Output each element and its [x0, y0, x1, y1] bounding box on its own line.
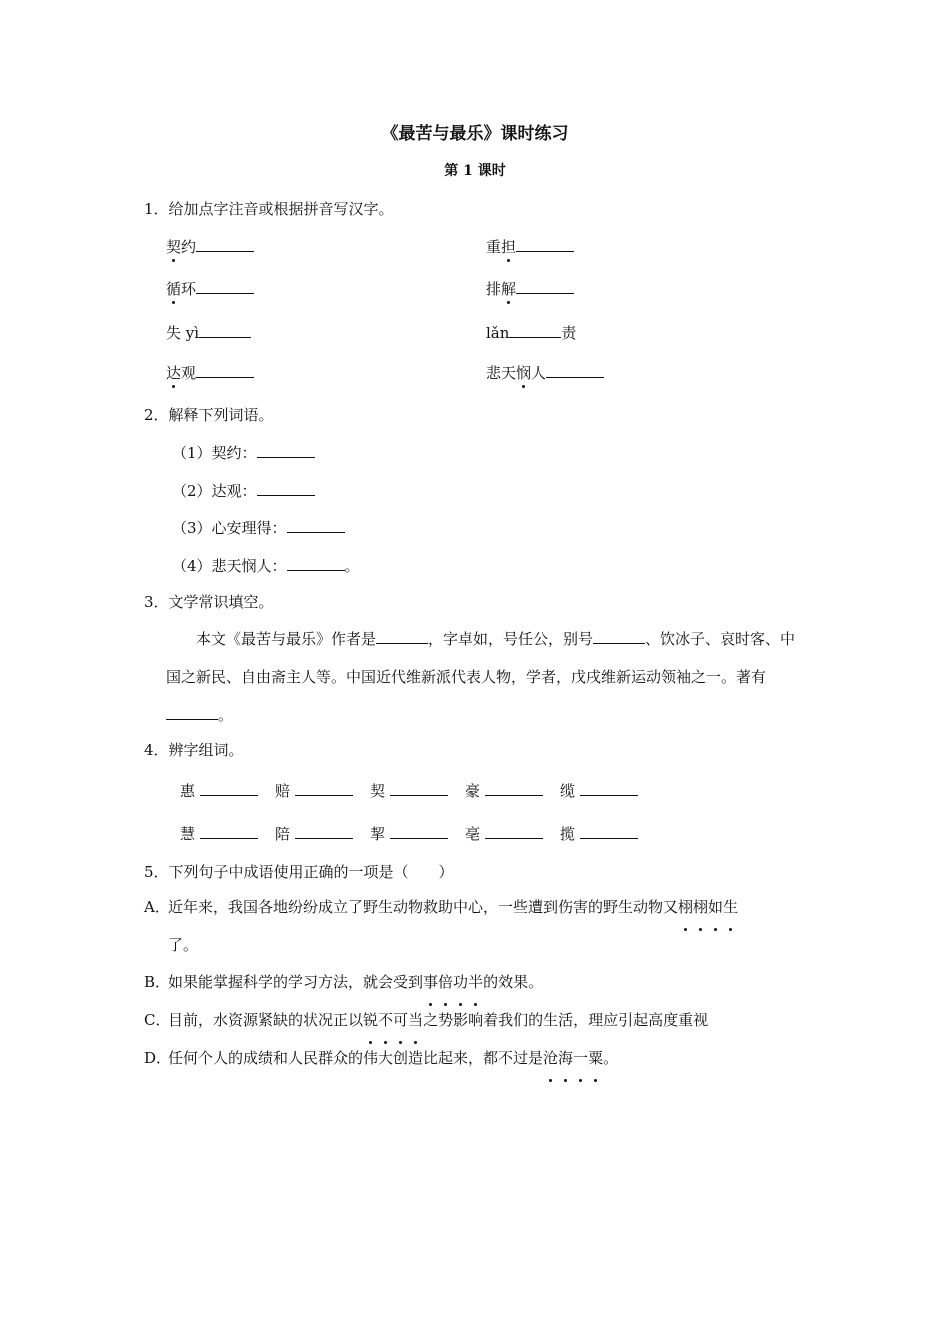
- q4-row-2: [180, 823, 655, 844]
- q5-option-c[interactable]: [144, 1001, 808, 1039]
- answer-blank[interactable]: [287, 555, 345, 571]
- dotted-char: 担: [501, 238, 517, 256]
- dotted-char: 事: [423, 963, 438, 1001]
- answer-blank[interactable]: [196, 236, 254, 252]
- answer-blank[interactable]: [390, 780, 448, 796]
- q4-cell: [560, 823, 655, 844]
- q2-item-3: [172, 517, 345, 538]
- plain-char: 约: [181, 238, 197, 256]
- q4-prompt: 4．辨字组词。: [144, 741, 244, 759]
- dotted-char: 如: [708, 888, 723, 926]
- dotted-char: 生: [723, 888, 738, 926]
- dotted-char: 可: [393, 1001, 408, 1039]
- q4-cell: [275, 780, 370, 801]
- q4-char: 赔: [275, 782, 291, 800]
- answer-blank[interactable]: [287, 517, 345, 533]
- answer-blank[interactable]: [295, 823, 353, 839]
- answer-blank[interactable]: [166, 704, 218, 720]
- dotted-char: 海: [558, 1039, 573, 1077]
- option-text: 目前，水资源紧缺的状况正以: [168, 1011, 364, 1029]
- q5-prompt: 5．下列句子中成语使用正确的一项是（ ）: [144, 863, 454, 881]
- dotted-char: 栩: [693, 888, 708, 926]
- pinyin-text: 失 yì: [166, 324, 200, 342]
- dotted-char: 沧: [543, 1039, 558, 1077]
- dotted-char: 循: [166, 280, 182, 298]
- q1-item-shiyi: [166, 322, 251, 343]
- option-label: D．: [144, 1049, 172, 1067]
- answer-blank[interactable]: [485, 823, 543, 839]
- option-label: A．: [144, 898, 170, 916]
- dotted-char: 不: [378, 1001, 393, 1039]
- q4-char: 陪: [275, 825, 291, 843]
- q4-char: 缆: [560, 782, 576, 800]
- q2-label: （1）契约：: [172, 444, 257, 462]
- page-subtitle: 第 1 课时: [444, 163, 506, 179]
- q3-text: 、饮冰子、哀时客、中国之新民、自由斋主人等。中国近代维新派代表人物，学者，戊戌维新运动领袖之一。著有: [166, 630, 796, 686]
- q2-prompt: 2．解释下列词语。: [144, 406, 274, 424]
- answer-blank[interactable]: [199, 322, 251, 338]
- dotted-char: 粟: [588, 1039, 603, 1077]
- dotted-char: 当: [408, 1001, 423, 1039]
- q5-option-d[interactable]: [144, 1039, 808, 1077]
- answer-blank[interactable]: [257, 442, 315, 458]
- q3-text: 本文《最苦与最乐》作者是: [196, 630, 377, 648]
- plain-char: 责: [561, 324, 577, 342]
- plain-char: 重: [486, 238, 502, 256]
- plain-char: 悲天: [486, 364, 517, 382]
- q2-item-4: [172, 555, 360, 576]
- q4-cell: [560, 780, 655, 801]
- option-text: 如果能掌握科学的学习方法，就会受到: [168, 973, 424, 991]
- q4-cell: [275, 823, 370, 844]
- q2-item-1: [172, 442, 315, 463]
- plain-char: 达: [166, 364, 182, 382]
- q5-option-a[interactable]: [144, 888, 808, 964]
- option-text: 。: [603, 1049, 619, 1067]
- pinyin-text: lǎn: [486, 324, 510, 342]
- q1-item-qiyue: [166, 236, 254, 257]
- q1-item-zhongdan: [486, 236, 574, 257]
- q4-cell: [180, 780, 275, 801]
- answer-blank[interactable]: [376, 628, 428, 644]
- q2-item-2: [172, 480, 315, 501]
- q4-cell: [370, 780, 465, 801]
- answer-blank[interactable]: [485, 780, 543, 796]
- q4-char: 挈: [370, 825, 386, 843]
- q1-item-daguan: [166, 362, 254, 383]
- dotted-char: 悯: [516, 364, 532, 382]
- q4-row-1: [180, 780, 655, 801]
- q3-text: ，字卓如，号任公，别号: [428, 630, 594, 648]
- q2-label: （2）达观：: [172, 482, 257, 500]
- plain-char: 排: [486, 280, 502, 298]
- answer-blank[interactable]: [509, 322, 561, 338]
- dotted-char: 倍: [438, 963, 453, 1001]
- q4-char: 惠: [180, 782, 196, 800]
- answer-blank[interactable]: [516, 236, 574, 252]
- q1-item-xunhuan: [166, 278, 254, 299]
- q4-cell: [180, 823, 275, 844]
- answer-blank[interactable]: [516, 278, 574, 294]
- answer-blank[interactable]: [200, 780, 258, 796]
- dotted-char: 锐: [363, 1001, 378, 1039]
- q4-cell: [370, 823, 465, 844]
- q4-char: 亳: [465, 825, 481, 843]
- dotted-char: 契: [166, 238, 182, 256]
- page-title: 《最苦与最乐》课时练习: [381, 124, 569, 144]
- option-text: 的效果。: [483, 973, 544, 991]
- plain-char: 环: [181, 280, 197, 298]
- q1-prompt: 1．给加点字注音或根据拼音写汉字。: [144, 200, 394, 218]
- q4-cell: [465, 823, 560, 844]
- option-label: B．: [144, 973, 171, 991]
- q2-label: （4）悲天悯人：: [172, 557, 287, 575]
- option-text: 任何个人的成绩和人民群众的伟大创造比起来，都不过是: [168, 1049, 544, 1067]
- option-label: C．: [144, 1011, 171, 1029]
- answer-blank[interactable]: [546, 362, 604, 378]
- q4-char: 契: [370, 782, 386, 800]
- q4-char: 慧: [180, 825, 196, 843]
- q3-paragraph: [166, 620, 808, 734]
- dotted-char: 功: [453, 963, 468, 1001]
- q3-text: 。: [218, 706, 234, 724]
- answer-blank[interactable]: [295, 780, 353, 796]
- q5-option-b[interactable]: [144, 963, 808, 1001]
- q1-item-lanze: [486, 322, 576, 343]
- answer-blank[interactable]: [196, 278, 254, 294]
- plain-char: 观: [181, 364, 197, 382]
- q1-item-paijie: [486, 278, 574, 299]
- end-mark: 。: [344, 557, 360, 575]
- answer-blank[interactable]: [196, 362, 254, 378]
- answer-blank[interactable]: [593, 628, 645, 644]
- answer-blank[interactable]: [390, 823, 448, 839]
- option-text: 了。: [168, 936, 199, 954]
- q4-cell: [465, 780, 560, 801]
- q2-label: （3）心安理得：: [172, 519, 287, 537]
- answer-blank[interactable]: [580, 780, 638, 796]
- answer-blank[interactable]: [257, 480, 315, 496]
- answer-blank[interactable]: [200, 823, 258, 839]
- answer-blank[interactable]: [580, 823, 638, 839]
- q4-char: 揽: [560, 825, 576, 843]
- dotted-char: 栩: [678, 888, 693, 926]
- dotted-char: 半: [468, 963, 483, 1001]
- q1-item-beitianminren: [486, 362, 604, 383]
- dotted-char: 一: [573, 1039, 588, 1077]
- option-text: 近年来，我国各地纷纷成立了野生动物救助中心，一些遭到伤害的野生动物又: [168, 898, 679, 916]
- option-text: 之势影响着我们的生活，理应引起高度重视: [423, 1011, 709, 1029]
- dotted-char: 解: [501, 280, 517, 298]
- plain-char: 人: [531, 364, 547, 382]
- q4-char: 豪: [465, 782, 481, 800]
- q3-prompt: 3．文学常识填空。: [144, 593, 274, 611]
